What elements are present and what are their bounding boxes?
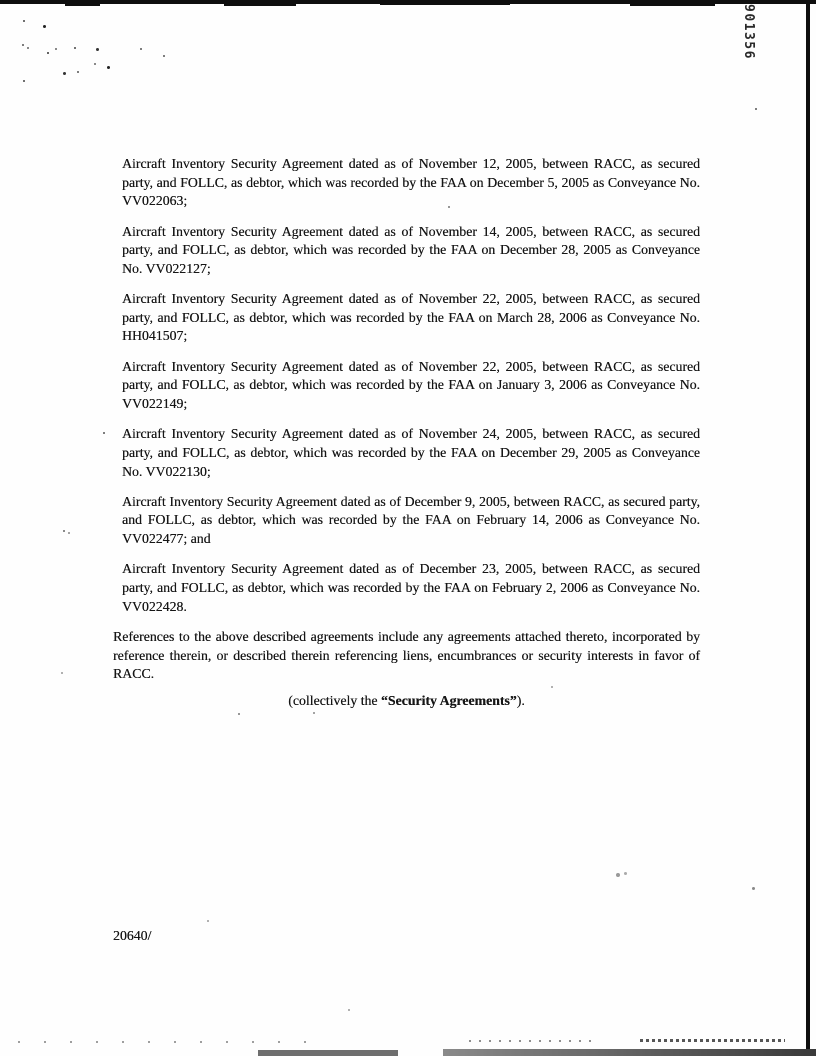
- scan-speckle: [47, 52, 49, 54]
- scan-speckle: [22, 44, 24, 46]
- scan-speckle: [74, 47, 76, 49]
- agreement-paragraph-5: Aircraft Inventory Security Agreement dated as of November 24, 2005, between RACC, as secured party, and FOLLC, as debtor, which was recorded by the FAA on December 29, 2005 as Conveyance No. VV022130;: [122, 426, 700, 479]
- collective-line: [113, 692, 700, 711]
- scan-speckle: [752, 887, 755, 890]
- stamp-number: 901356: [741, 4, 756, 60]
- scan-speckle: [755, 108, 757, 110]
- scan-edge-bump: [630, 0, 715, 6]
- scan-bottom-band: [258, 1050, 398, 1056]
- scan-speckle: [63, 530, 65, 532]
- scan-speckle: [616, 873, 620, 877]
- scan-speckle: [313, 712, 315, 714]
- document-body: [113, 155, 700, 711]
- scan-speckle: [551, 686, 553, 688]
- scan-speckle: [96, 48, 99, 51]
- scan-bottom-band: [443, 1049, 816, 1056]
- agreement-paragraph-3: Aircraft Inventory Security Agreement dated as of November 22, 2005, between RACC, as secured party, and FOLLC, as debtor, which was recorded by the FAA on March 28, 2006 as Conveyance No. HH041507;: [122, 291, 700, 344]
- scan-speckle: [207, 920, 209, 922]
- collective-suffix: ).: [516, 693, 525, 709]
- references-paragraph: References to the above described agreements include any agreements attached thereto, incorporated by reference therein, or described therein referencing liens, encumbrances or security interests in favor of RACC.: [113, 629, 700, 682]
- scan-noise-row: [640, 1039, 785, 1042]
- collective-defined-term: “Security Agreements”: [380, 693, 517, 709]
- scan-speckle: [63, 72, 66, 75]
- scan-speckle: [77, 71, 79, 73]
- scan-speckle: [107, 66, 110, 69]
- scan-speckle: [55, 48, 57, 50]
- scan-speckle: [23, 80, 25, 82]
- scan-edge-bump: [65, 0, 100, 6]
- scan-edge-right: [806, 0, 810, 1056]
- scan-speckle: [103, 432, 105, 434]
- agreement-paragraph-6: Aircraft Inventory Security Agreement dated as of December 9, 2005, between RACC, as secured party, and FOLLC, as debtor, which was recorded by the FAA on February 14, 2006 as Conveyance No. VV022477; and: [122, 493, 700, 547]
- scan-speckle: [348, 1009, 350, 1011]
- scan-speckle: [238, 713, 240, 715]
- scan-speckle: [61, 672, 63, 674]
- scan-speckle: [27, 47, 29, 49]
- scan-edge-bump: [224, 0, 296, 6]
- agreement-paragraph-1: Aircraft Inventory Security Agreement dated as of November 12, 2005, between RACC, as secured party, and FOLLC, as debtor, which was recorded by the FAA on December 5, 2005 as Conveyance No. VV022063;: [122, 156, 700, 209]
- agreement-paragraph-7: Aircraft Inventory Security Agreement dated as of December 23, 2005, between RACC, as secured party, and FOLLC, as debtor, which was recorded by the FAA on February 2, 2006 as Conveyance No. VV022428.: [122, 561, 700, 614]
- scan-speckle: [94, 63, 96, 65]
- scan-speckle: [140, 48, 142, 50]
- scan-speckle: [448, 206, 450, 208]
- footer-number: 20640/: [113, 928, 152, 943]
- scan-edge-bump: [380, 0, 510, 5]
- scan-speckle: [163, 55, 165, 57]
- agreement-paragraph-4: Aircraft Inventory Security Agreement dated as of November 22, 2005, between RACC, as secured party, and FOLLC, as debtor, which was recorded by the FAA on January 3, 2006 as Conveyance No. VV022149;: [122, 358, 700, 411]
- scan-speckle: [624, 872, 627, 875]
- scan-noise-row: [18, 1041, 328, 1043]
- collective-prefix: (collectively the: [288, 693, 381, 709]
- agreement-paragraph-2: Aircraft Inventory Security Agreement dated as of November 14, 2005, between RACC, as secured party, and FOLLC, as debtor, which was recorded by the FAA on December 28, 2005 as Conveyance No. VV022127;: [122, 223, 700, 276]
- scan-noise-row: [469, 1040, 591, 1042]
- scan-speckle: [43, 25, 46, 28]
- scan-speckle: [68, 532, 70, 534]
- scan-speckle: [23, 20, 25, 22]
